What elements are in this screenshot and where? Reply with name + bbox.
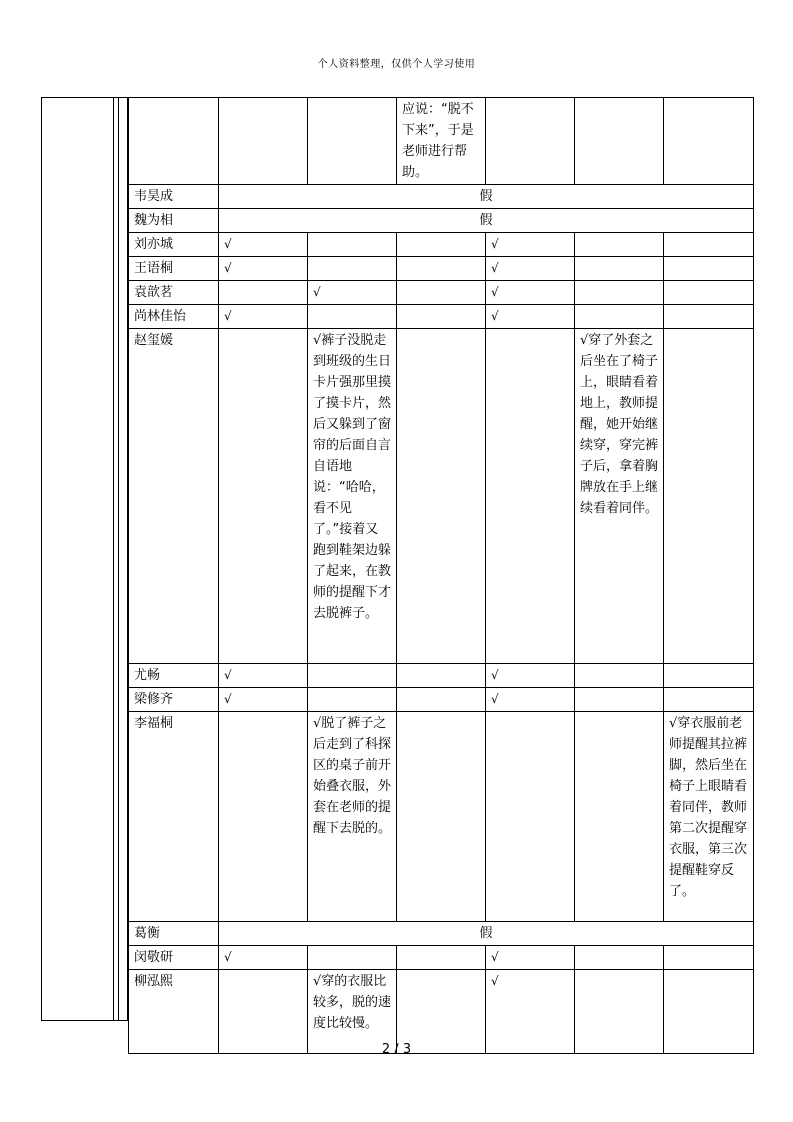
note-cell: √穿衣服前老师提醒其拉裤脚，然后坐在椅子上眼睛看着同伴，教师第二次提醒穿衣服，第三次提醒鞋穿反了。 <box>664 712 754 922</box>
name-cell: 赵玺媛 <box>129 329 219 664</box>
note-cell: 应说：“脱不下来”，于是老师进行帮助。 <box>397 98 486 185</box>
table-row <box>129 922 754 946</box>
left-merged-columns <box>41 97 128 1021</box>
table-row <box>129 305 754 329</box>
page-header-note: 个人资料整理，仅供个人学习使用 <box>317 59 476 70</box>
name-cell: 尤畅 <box>129 664 219 688</box>
page-number: 2 / 3 <box>381 1042 412 1057</box>
check-mark: √ <box>219 257 308 281</box>
check-mark: √ <box>486 688 575 712</box>
leave-status: 假 <box>219 922 754 946</box>
table-row <box>129 946 754 970</box>
name-cell <box>129 98 219 185</box>
table-row <box>129 185 754 209</box>
name-cell: 刘亦城 <box>129 233 219 257</box>
check-mark: √ <box>486 946 575 970</box>
table-row <box>129 329 754 664</box>
check-mark: √ <box>219 688 308 712</box>
name-cell: 魏为相 <box>129 209 219 233</box>
check-mark: √ <box>219 946 308 970</box>
check-mark: √ <box>219 305 308 329</box>
note-cell: √穿了外套之后坐在了椅子上，眼睛看着地上，教师提醒，她开始继续穿，穿完裤子后，拿着胸牌放在手上继续看着同伴。 <box>575 329 664 664</box>
table-row <box>129 98 754 185</box>
observation-table <box>128 97 754 1054</box>
table-row <box>129 712 754 922</box>
name-cell: 李福桐 <box>129 712 219 922</box>
leave-status: 假 <box>219 209 754 233</box>
name-cell: 王语桐 <box>129 257 219 281</box>
leave-status: 假 <box>219 185 754 209</box>
name-cell: 梁修齐 <box>129 688 219 712</box>
table-row <box>129 257 754 281</box>
note-cell: √裤子没脱走到班级的生日卡片强那里摸了摸卡片，然后又躲到了窗帘的后面自言自语地说：“哈哈，看不见了。”接着又跑到鞋架边躲了起来，在教师的提醒下才去脱裤子。 <box>308 329 397 664</box>
name-cell: 尚林佳怡 <box>129 305 219 329</box>
name-cell: 闵敬研 <box>129 946 219 970</box>
check-mark: √ <box>486 281 575 305</box>
table-row <box>129 233 754 257</box>
table-row <box>129 970 754 1054</box>
table-row <box>129 281 754 305</box>
check-mark: √ <box>486 257 575 281</box>
name-cell: 韦昊成 <box>129 185 219 209</box>
table-row <box>129 209 754 233</box>
table-row <box>129 688 754 712</box>
note-cell: √穿的衣服比较多，脱的速度比较慢。 <box>308 970 397 1054</box>
name-cell: 袁歆茗 <box>129 281 219 305</box>
column-divider <box>118 98 119 1020</box>
check-mark: √ <box>486 305 575 329</box>
check-mark: √ <box>308 281 397 305</box>
check-mark: √ <box>219 233 308 257</box>
note-cell: √脱了裤子之后走到了科探区的桌子前开始叠衣服，外套在老师的提醒下去脱的。 <box>308 712 397 922</box>
table-row <box>129 664 754 688</box>
check-mark: √ <box>486 970 575 1054</box>
name-cell: 葛衡 <box>129 922 219 946</box>
check-mark: √ <box>219 664 308 688</box>
column-divider <box>113 98 114 1020</box>
check-mark: √ <box>486 664 575 688</box>
check-mark: √ <box>486 233 575 257</box>
name-cell: 柳泓熙 <box>129 970 219 1054</box>
